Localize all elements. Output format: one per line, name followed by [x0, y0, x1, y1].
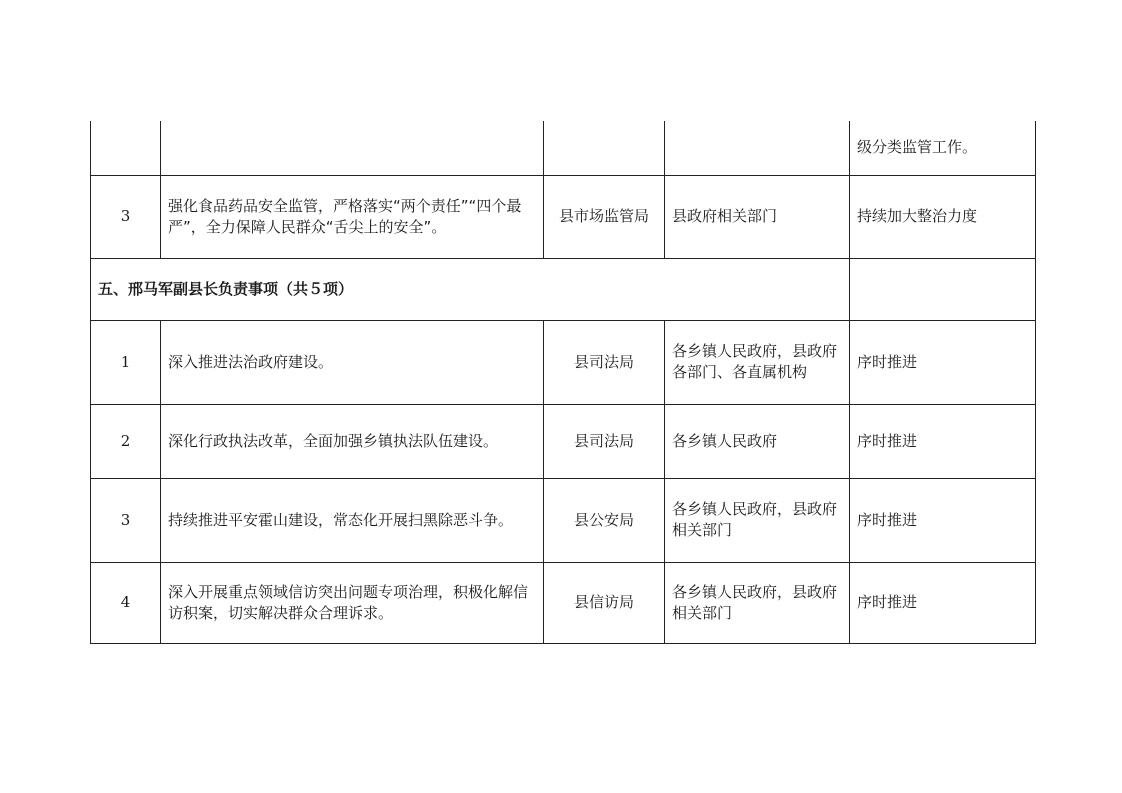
row-number: 4	[91, 562, 161, 643]
table-row-continued	[91, 121, 1036, 175]
lead-unit: 县公安局	[544, 478, 665, 562]
time-requirement: 序时推进	[850, 404, 1036, 478]
row-number: 1	[91, 320, 161, 404]
task-content: 深入推进法治政府建设。	[161, 320, 544, 404]
cooperating-units	[665, 121, 850, 175]
task-content: 深入开展重点领域信访突出问题专项治理，积极化解信访积案，切实解决群众合理诉求。	[161, 562, 544, 643]
time-requirement: 持续加大整治力度	[850, 175, 1036, 258]
time-requirement: 序时推进	[850, 478, 1036, 562]
row-number: 3	[91, 175, 161, 258]
section-extra-cell	[850, 258, 1036, 320]
task-content	[161, 121, 544, 175]
lead-unit: 县市场监管局	[544, 175, 665, 258]
table-row	[91, 478, 1036, 562]
task-content: 深化行政执法改革，全面加强乡镇执法队伍建设。	[161, 404, 544, 478]
table-row	[91, 320, 1036, 404]
row-number: 2	[91, 404, 161, 478]
table-row	[91, 175, 1036, 258]
lead-unit: 县司法局	[544, 320, 665, 404]
table-row	[91, 404, 1036, 478]
cooperating-units: 各乡镇人民政府	[665, 404, 850, 478]
task-content: 持续推进平安霍山建设，常态化开展扫黑除恶斗争。	[161, 478, 544, 562]
lead-unit: 县司法局	[544, 404, 665, 478]
row-number	[91, 121, 161, 175]
task-content: 强化食品药品安全监管，严格落实“两个责任”“四个最严”，全力保障人民群众“舌尖上的安全”。	[161, 175, 544, 258]
time-requirement: 序时推进	[850, 562, 1036, 643]
row-number: 3	[91, 478, 161, 562]
table-row	[91, 562, 1036, 643]
time-requirement: 级分类监管工作。	[850, 121, 1036, 175]
task-table	[90, 121, 1036, 644]
cooperating-units: 各乡镇人民政府，县政府相关部门	[665, 478, 850, 562]
cooperating-units: 各乡镇人民政府，县政府相关部门	[665, 562, 850, 643]
section-header-row	[91, 258, 1036, 320]
time-requirement: 序时推进	[850, 320, 1036, 404]
lead-unit	[544, 121, 665, 175]
cooperating-units: 各乡镇人民政府，县政府各部门、各直属机构	[665, 320, 850, 404]
lead-unit: 县信访局	[544, 562, 665, 643]
section-title: 五、邢马军副县长负责事项（共５项）	[91, 258, 850, 320]
cooperating-units: 县政府相关部门	[665, 175, 850, 258]
